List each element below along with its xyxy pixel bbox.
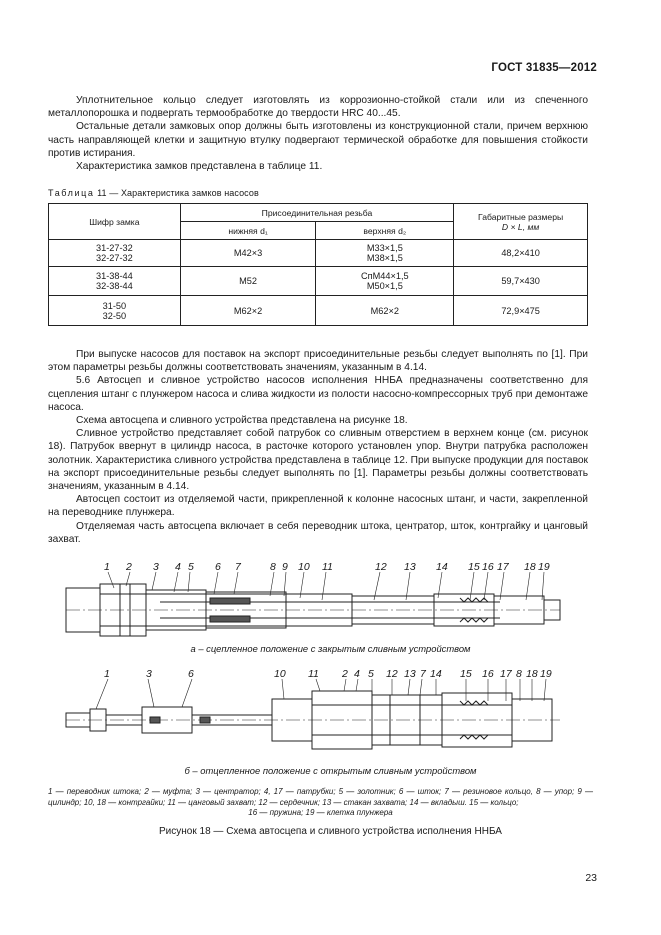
header-thread: Присоединительная резьба	[180, 204, 453, 222]
label-b-5: 5	[368, 668, 374, 680]
figure-caption: Рисунок 18 — Схема автосцепа и сливного устройства исполнения ННБА	[159, 826, 502, 837]
paragraph: При выпуске насосов для поставок на экспорт присоединительные резьбы следует выполнять по [1]. При этом параметры резьбы должны соответствовать значениям, указанным в 4.14.	[48, 349, 588, 374]
label-b-12: 12	[386, 668, 398, 680]
label-b-4: 4	[354, 668, 360, 680]
middle-text	[48, 348, 588, 546]
page-number: 23	[585, 872, 597, 884]
label-a-9: 9	[282, 561, 288, 573]
paragraph: Схема автосцепа и сливного устройства представлена на рисунке 18.	[76, 415, 408, 427]
label-b-19: 19	[540, 668, 552, 680]
label-a-13: 13	[404, 561, 416, 573]
cell-code: 31-38-44 32-38-44	[49, 267, 181, 296]
label-a-12: 12	[375, 561, 387, 573]
label-a-18: 18	[524, 561, 536, 573]
label-b-8: 8	[516, 668, 522, 680]
cell-code: 31-50 32-50	[49, 296, 181, 326]
label-b-16: 16	[482, 668, 494, 680]
label-a-8: 8	[270, 561, 276, 573]
header-dims-line2: D × L, мм	[501, 221, 540, 232]
label-b-6: 6	[188, 668, 194, 680]
paragraph: Характеристика замков представлена в таблице 11.	[76, 161, 323, 173]
top-text	[48, 94, 588, 173]
label-b-17: 17	[500, 668, 512, 680]
cell-lower: M62×2	[180, 296, 316, 326]
label-a-11: 11	[322, 561, 333, 573]
table-title	[48, 188, 259, 198]
legend-text-end: 16 — пружина; 19 — клетка плунжера	[248, 808, 393, 818]
table-row	[49, 267, 588, 296]
cell-code: 31-27-32 32-27-32	[49, 240, 181, 267]
caption-b: б – отцепленное положение с открытым сливным устройством	[184, 765, 477, 776]
label-a-2: 2	[126, 561, 132, 573]
label-b-18: 18	[526, 668, 538, 680]
label-a-17: 17	[497, 561, 509, 573]
cell-dims: 48,2×410	[454, 240, 588, 267]
label-b-15: 15	[460, 668, 472, 680]
header-upper: верхняя d₂	[316, 222, 454, 240]
paragraph: Уплотнительное кольцо следует изготовлять из коррозионно-стойкой стали или из спеченного металлопорошка и подвергать термообработке до твердости HRC 40...45.	[48, 95, 588, 120]
label-b-10: 10	[274, 668, 286, 680]
label-a-6: 6	[215, 561, 221, 573]
label-b-2: 2	[342, 668, 348, 680]
label-a-14: 14	[436, 561, 448, 573]
label-a-10: 10	[298, 561, 310, 573]
figure-legend	[48, 787, 593, 819]
label-b-7: 7	[420, 668, 426, 680]
header-lower: нижняя d₁	[180, 222, 316, 240]
drawing-coupled	[60, 558, 580, 643]
paragraph: 5.6 Автосцеп и сливное устройство насосов исполнения ННБА предназначены соответственно для сцепления штанг с плунжером насоса и слива жидкости из полости насосно-компрессорных труб при демонтаже насоса.	[48, 375, 588, 413]
label-b-3: 3	[146, 668, 152, 680]
cell-upper: M33×1,5 M38×1,5	[316, 240, 454, 267]
paragraph: Остальные детали замковых опор должны быть изготовлены из конструкционной стали, причем верхнюю часть направляющей клетки и защитную втулку подвергают термической обработке для повышения стойкости против истирания.	[48, 121, 588, 159]
table-row	[49, 240, 588, 267]
header-dims	[454, 204, 588, 240]
paragraph: Автосцеп состоит из отделяемой части, прикрепленной к колонне насосных штанг, и части, закрепленной на переводнике плунжера.	[48, 494, 588, 519]
paragraph: Отделяемая часть автосцепа включает в себя переводник штока, центратор, шток, контргайку и цанговый захват.	[48, 520, 588, 545]
drawing-uncoupled	[60, 665, 580, 760]
label-a-5: 5	[188, 561, 194, 573]
locks-table	[48, 203, 588, 326]
label-a-7: 7	[235, 561, 241, 573]
label-a-1: 1	[104, 561, 110, 573]
label-b-13: 13	[404, 668, 416, 680]
label-a-3: 3	[153, 561, 159, 573]
header-dims-line1: Габаритные размеры	[478, 211, 564, 222]
label-b-11: 11	[308, 668, 319, 680]
table-title-prefix: Таблица	[48, 188, 95, 198]
label-b-14: 14	[430, 668, 442, 680]
label-a-19: 19	[538, 561, 550, 573]
cell-upper: СпМ44×1,5 M50×1,5	[316, 267, 454, 296]
label-a-4: 4	[175, 561, 181, 573]
caption-a: а – сцепленное положение с закрытым сливным устройством	[190, 643, 471, 654]
cell-upper: M62×2	[316, 296, 454, 326]
cell-dims: 59,7×430	[454, 267, 588, 296]
header-code: Шифр замка	[49, 204, 181, 240]
label-a-16: 16	[482, 561, 494, 573]
cell-lower: M52	[180, 267, 316, 296]
table-title-rest: 11 — Характеристика замков насосов	[94, 188, 259, 198]
legend-text: 1 — переводник штока; 2 — муфта; 3 — центратор; 4, 17 — патрубки; 5 — золотник; 6 — шток; 7 — резиновое кольцо, 8 — упор; 9 — цилиндр; 10, 18 — контргайки; 11 — цанговый захват; 12 — сердечник; 13 — стакан захвата; 14 — вкладыш. 15 — кольцо;	[48, 787, 593, 807]
table-row	[49, 296, 588, 326]
label-b-1: 1	[104, 668, 110, 680]
paragraph: Сливное устройство представляет собой патрубок со сливным отверстием в верхнем конце (см. рисунок 18). Патрубок ввернут в цилиндр насоса, в расточке которого установлен упор. Внутри патрубка расположен золотник. Характеристика сливного устройства представлена в таблице 12. При выпуске продукции для поставок на экспорт присоединительные резьбы следует выполнять по [1]. Параметры резьбы должны соответствовать значениям, указанным в 4.14.	[48, 428, 588, 493]
cell-lower: M42×3	[180, 240, 316, 267]
cell-dims: 72,9×475	[454, 296, 588, 326]
label-a-15: 15	[468, 561, 480, 573]
standard-header: ГОСТ 31835—2012	[491, 62, 597, 74]
